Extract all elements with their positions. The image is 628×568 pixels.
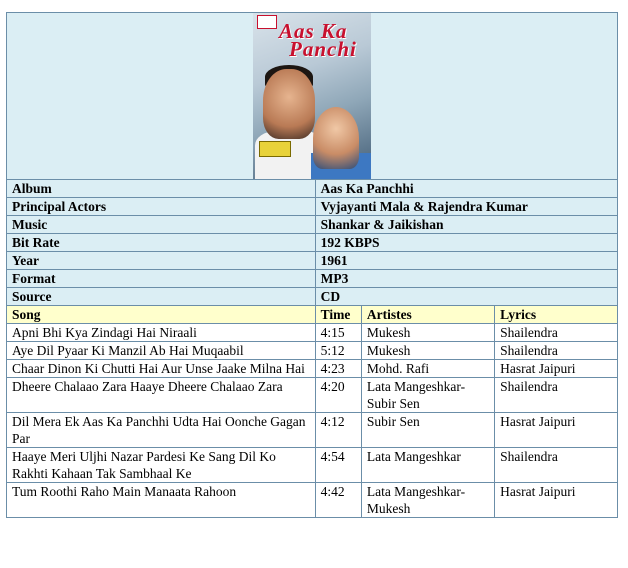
info-row: [7, 252, 618, 270]
cover-actor-figure: [263, 69, 315, 139]
album-cover-image: [253, 13, 371, 179]
song-lyrics-cell: Shailendra: [495, 448, 618, 483]
cover-title-line2: Panchi: [289, 37, 357, 61]
cover-title-line1: Aas Ka: [279, 19, 348, 43]
song-song-cell: Dil Mera Ek Aas Ka Panchhi Udta Hai Oonche Gagan Par: [7, 413, 316, 448]
songs-section: [7, 306, 618, 518]
song-lyrics-cell: Hasrat Jaipuri: [495, 360, 618, 378]
info-label: Music: [7, 216, 316, 234]
song-time-cell: 4:12: [315, 413, 361, 448]
album-table: [6, 12, 618, 518]
info-value: CD: [315, 288, 617, 306]
info-value: Aas Ka Panchhi: [315, 180, 617, 198]
info-label: Bit Rate: [7, 234, 316, 252]
song-song-cell: Tum Roothi Raho Main Manaata Rahoon: [7, 483, 316, 518]
info-label: Principal Actors: [7, 198, 316, 216]
song-time-cell: 5:12: [315, 342, 361, 360]
info-value: 192 KBPS: [315, 234, 617, 252]
info-row: [7, 180, 618, 198]
info-value: 1961: [315, 252, 617, 270]
song-lyrics-cell: Shailendra: [495, 324, 618, 342]
song-row: [7, 360, 618, 378]
info-row: [7, 288, 618, 306]
info-value: Vyjayanti Mala & Rajendra Kumar: [315, 198, 617, 216]
cover-actress-figure: [313, 107, 359, 169]
song-artistes-cell: Subir Sen: [361, 413, 494, 448]
song-time-cell: 4:54: [315, 448, 361, 483]
song-time-cell: 4:42: [315, 483, 361, 518]
header-song: Song: [7, 306, 316, 324]
info-value: Shankar & Jaikishan: [315, 216, 617, 234]
song-row: [7, 378, 618, 413]
cover-sticker: [259, 141, 291, 157]
song-lyrics-cell: Shailendra: [495, 342, 618, 360]
song-song-cell: Chaar Dinon Ki Chutti Hai Aur Unse Jaake Milna Hai: [7, 360, 316, 378]
song-song-cell: Haaye Meri Uljhi Nazar Pardesi Ke Sang Dil Ko Rakhti Kahaan Tak Sambhaal Ke: [7, 448, 316, 483]
album-info-sheet: [6, 12, 618, 518]
info-row: [7, 234, 618, 252]
header-time: Time: [315, 306, 361, 324]
song-time-cell: 4:23: [315, 360, 361, 378]
cover-cell: [7, 13, 618, 180]
song-song-cell: Aye Dil Pyaar Ki Manzil Ab Hai Muqaabil: [7, 342, 316, 360]
song-artistes-cell: Mukesh: [361, 324, 494, 342]
header-artistes: Artistes: [361, 306, 494, 324]
label-logo-icon: [257, 15, 277, 29]
song-lyrics-cell: Hasrat Jaipuri: [495, 483, 618, 518]
song-artistes-cell: Mukesh: [361, 342, 494, 360]
song-row: [7, 483, 618, 518]
song-row: [7, 448, 618, 483]
cover-row: [7, 13, 618, 180]
info-label: Album: [7, 180, 316, 198]
song-time-cell: 4:15: [315, 324, 361, 342]
song-lyrics-cell: Hasrat Jaipuri: [495, 413, 618, 448]
song-row: [7, 413, 618, 448]
song-row: [7, 324, 618, 342]
song-artistes-cell: Lata Mangeshkar-Subir Sen: [361, 378, 494, 413]
info-label: Year: [7, 252, 316, 270]
song-artistes-cell: Mohd. Rafi: [361, 360, 494, 378]
songs-header-row: [7, 306, 618, 324]
header-lyrics: Lyrics: [495, 306, 618, 324]
info-row: [7, 270, 618, 288]
song-lyrics-cell: Shailendra: [495, 378, 618, 413]
info-label: Source: [7, 288, 316, 306]
song-artistes-cell: Lata Mangeshkar: [361, 448, 494, 483]
info-row: [7, 198, 618, 216]
song-song-cell: Apni Bhi Kya Zindagi Hai Niraali: [7, 324, 316, 342]
song-artistes-cell: Lata Mangeshkar-Mukesh: [361, 483, 494, 518]
song-time-cell: 4:20: [315, 378, 361, 413]
info-row: [7, 216, 618, 234]
song-row: [7, 342, 618, 360]
info-value: MP3: [315, 270, 617, 288]
song-song-cell: Dheere Chalaao Zara Haaye Dheere Chalaao Zara: [7, 378, 316, 413]
info-label: Format: [7, 270, 316, 288]
info-section: [7, 180, 618, 306]
